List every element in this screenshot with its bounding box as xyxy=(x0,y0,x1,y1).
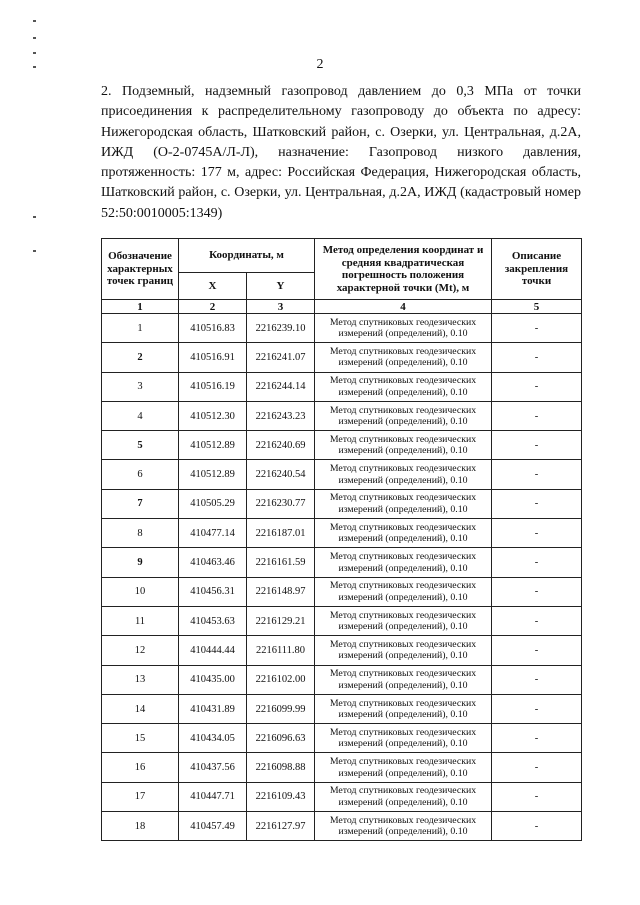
x-cell: 410453.63 xyxy=(179,606,247,635)
fixing-cell: - xyxy=(492,636,582,665)
method-cell: Метод спутниковых геодезических измерений (определений), 0.10 xyxy=(315,548,492,577)
method-cell: Метод спутниковых геодезических измерений (определений), 0.10 xyxy=(315,753,492,782)
method-cell: Метод спутниковых геодезических измерений (определений), 0.10 xyxy=(315,636,492,665)
table-row xyxy=(102,548,582,577)
method-cell: Метод спутниковых геодезических измерений (определений), 0.10 xyxy=(315,343,492,372)
point-cell: 3 xyxy=(102,372,179,401)
point-cell: 7 xyxy=(102,489,179,518)
table-row xyxy=(102,606,582,635)
point-cell: 11 xyxy=(102,606,179,635)
fixing-cell: - xyxy=(492,782,582,811)
method-cell: Метод спутниковых геодезических измерений (определений), 0.10 xyxy=(315,489,492,518)
point-cell: 16 xyxy=(102,753,179,782)
table-row xyxy=(102,489,582,518)
fixing-cell: - xyxy=(492,431,582,460)
fixing-cell: - xyxy=(492,753,582,782)
x-cell: 410512.89 xyxy=(179,460,247,489)
table-row xyxy=(102,372,582,401)
method-cell: Метод спутниковых геодезических измерений (определений), 0.10 xyxy=(315,577,492,606)
header-method: Метод определения координат и средняя квадратическая погрешность положения характерной точки (Mt), м xyxy=(315,239,492,300)
column-number: 3 xyxy=(247,300,315,314)
x-cell: 410516.19 xyxy=(179,372,247,401)
table-body xyxy=(102,314,582,841)
y-cell: 2216109.43 xyxy=(247,782,315,811)
x-cell: 410512.89 xyxy=(179,431,247,460)
fixing-cell: - xyxy=(492,548,582,577)
table-row xyxy=(102,577,582,606)
page-number: 2 xyxy=(316,57,324,72)
point-cell: 9 xyxy=(102,548,179,577)
margin-mark xyxy=(33,250,36,252)
method-cell: Метод спутниковых геодезических измерений (определений), 0.10 xyxy=(315,812,492,841)
method-cell: Метод спутниковых геодезических измерений (определений), 0.10 xyxy=(315,665,492,694)
y-cell: 2216230.77 xyxy=(247,489,315,518)
point-cell: 2 xyxy=(102,343,179,372)
fixing-cell: - xyxy=(492,724,582,753)
table-row xyxy=(102,782,582,811)
fixing-cell: - xyxy=(492,812,582,841)
point-cell: 15 xyxy=(102,724,179,753)
table-row xyxy=(102,665,582,694)
method-cell: Метод спутниковых геодезических измерений (определений), 0.10 xyxy=(315,431,492,460)
method-cell: Метод спутниковых геодезических измерений (определений), 0.10 xyxy=(315,401,492,430)
method-cell: Метод спутниковых геодезических измерений (определений), 0.10 xyxy=(315,606,492,635)
fixing-cell: - xyxy=(492,372,582,401)
x-cell: 410456.31 xyxy=(179,577,247,606)
table-row xyxy=(102,636,582,665)
table-row xyxy=(102,401,582,430)
x-cell: 410434.05 xyxy=(179,724,247,753)
y-cell: 2216241.07 xyxy=(247,343,315,372)
y-cell: 2216240.54 xyxy=(247,460,315,489)
fixing-cell: - xyxy=(492,665,582,694)
y-cell: 2216099.99 xyxy=(247,694,315,723)
header-fixing: Описание закрепления точки xyxy=(492,239,582,300)
y-cell: 2216098.88 xyxy=(247,753,315,782)
point-cell: 8 xyxy=(102,519,179,548)
point-cell: 18 xyxy=(102,812,179,841)
method-cell: Метод спутниковых геодезических измерений (определений), 0.10 xyxy=(315,694,492,723)
margin-mark xyxy=(33,52,36,54)
x-cell: 410437.56 xyxy=(179,753,247,782)
fixing-cell: - xyxy=(492,401,582,430)
method-cell: Метод спутниковых геодезических измерений (определений), 0.10 xyxy=(315,519,492,548)
header-x: X xyxy=(179,273,247,300)
y-cell: 2216240.69 xyxy=(247,431,315,460)
x-cell: 410512.30 xyxy=(179,401,247,430)
y-cell: 2216127.97 xyxy=(247,812,315,841)
point-cell: 13 xyxy=(102,665,179,694)
fixing-cell: - xyxy=(492,694,582,723)
y-cell: 2216111.80 xyxy=(247,636,315,665)
fixing-cell: - xyxy=(492,314,582,343)
method-cell: Метод спутниковых геодезических измерений (определений), 0.10 xyxy=(315,724,492,753)
x-cell: 410516.83 xyxy=(179,314,247,343)
method-cell: Метод спутниковых геодезических измерений (определений), 0.10 xyxy=(315,314,492,343)
x-cell: 410463.46 xyxy=(179,548,247,577)
margin-mark xyxy=(33,216,36,218)
point-cell: 12 xyxy=(102,636,179,665)
column-number-row xyxy=(102,300,582,314)
point-cell: 4 xyxy=(102,401,179,430)
column-number: 5 xyxy=(492,300,582,314)
point-cell: 17 xyxy=(102,782,179,811)
table-row xyxy=(102,724,582,753)
x-cell: 410505.29 xyxy=(179,489,247,518)
fixing-cell: - xyxy=(492,489,582,518)
point-cell: 1 xyxy=(102,314,179,343)
x-cell: 410457.49 xyxy=(179,812,247,841)
column-number: 2 xyxy=(179,300,247,314)
fixing-cell: - xyxy=(492,519,582,548)
header-row xyxy=(102,239,582,273)
margin-mark xyxy=(33,37,36,39)
y-cell: 2216244.14 xyxy=(247,372,315,401)
method-cell: Метод спутниковых геодезических измерений (определений), 0.10 xyxy=(315,782,492,811)
point-cell: 6 xyxy=(102,460,179,489)
coordinates-table xyxy=(101,238,582,841)
fixing-cell: - xyxy=(492,460,582,489)
table-row xyxy=(102,812,582,841)
margin-mark xyxy=(33,20,36,22)
x-cell: 410447.71 xyxy=(179,782,247,811)
point-cell: 14 xyxy=(102,694,179,723)
method-cell: Метод спутниковых геодезических измерений (определений), 0.10 xyxy=(315,372,492,401)
header-coordinates: Координаты, м xyxy=(179,239,315,273)
y-cell: 2216096.63 xyxy=(247,724,315,753)
x-cell: 410431.89 xyxy=(179,694,247,723)
point-cell: 10 xyxy=(102,577,179,606)
y-cell: 2216187.01 xyxy=(247,519,315,548)
x-cell: 410477.14 xyxy=(179,519,247,548)
header-y: Y xyxy=(247,273,315,300)
fixing-cell: - xyxy=(492,606,582,635)
y-cell: 2216239.10 xyxy=(247,314,315,343)
column-number: 4 xyxy=(315,300,492,314)
y-cell: 2216102.00 xyxy=(247,665,315,694)
x-cell: 410435.00 xyxy=(179,665,247,694)
x-cell: 410444.44 xyxy=(179,636,247,665)
table-row xyxy=(102,314,582,343)
table-row xyxy=(102,343,582,372)
table-row xyxy=(102,694,582,723)
table-row xyxy=(102,460,582,489)
y-cell: 2216129.21 xyxy=(247,606,315,635)
column-number: 1 xyxy=(102,300,179,314)
y-cell: 2216161.59 xyxy=(247,548,315,577)
table-row xyxy=(102,431,582,460)
fixing-cell: - xyxy=(492,343,582,372)
x-cell: 410516.91 xyxy=(179,343,247,372)
y-cell: 2216148.97 xyxy=(247,577,315,606)
fixing-cell: - xyxy=(492,577,582,606)
y-cell: 2216243.23 xyxy=(247,401,315,430)
table-row xyxy=(102,519,582,548)
table-row xyxy=(102,753,582,782)
intro-paragraph: 2. Подземный, надземный газопровод давлением до 0,3 МПа от точки присоединения к распределительному газопроводу до объекта по адресу: Нижегородская область, Шатковский район, с. Озерки, ул. Центральная, д.2А, ИЖД (О-2-0745А/Л-Л), назначение: Газопровод низкого давления, протяженность: 177 м, адрес: Российская Федерация, Нижегородская область, Шатковский район, с. Озерки, ул. Центральная, д.2А, ИЖД (кадастровый номер 52:50:0010005:1349) xyxy=(101,84,581,221)
header-point: Обозначение характерных точек границ xyxy=(102,239,179,300)
point-cell: 5 xyxy=(102,431,179,460)
method-cell: Метод спутниковых геодезических измерений (определений), 0.10 xyxy=(315,460,492,489)
